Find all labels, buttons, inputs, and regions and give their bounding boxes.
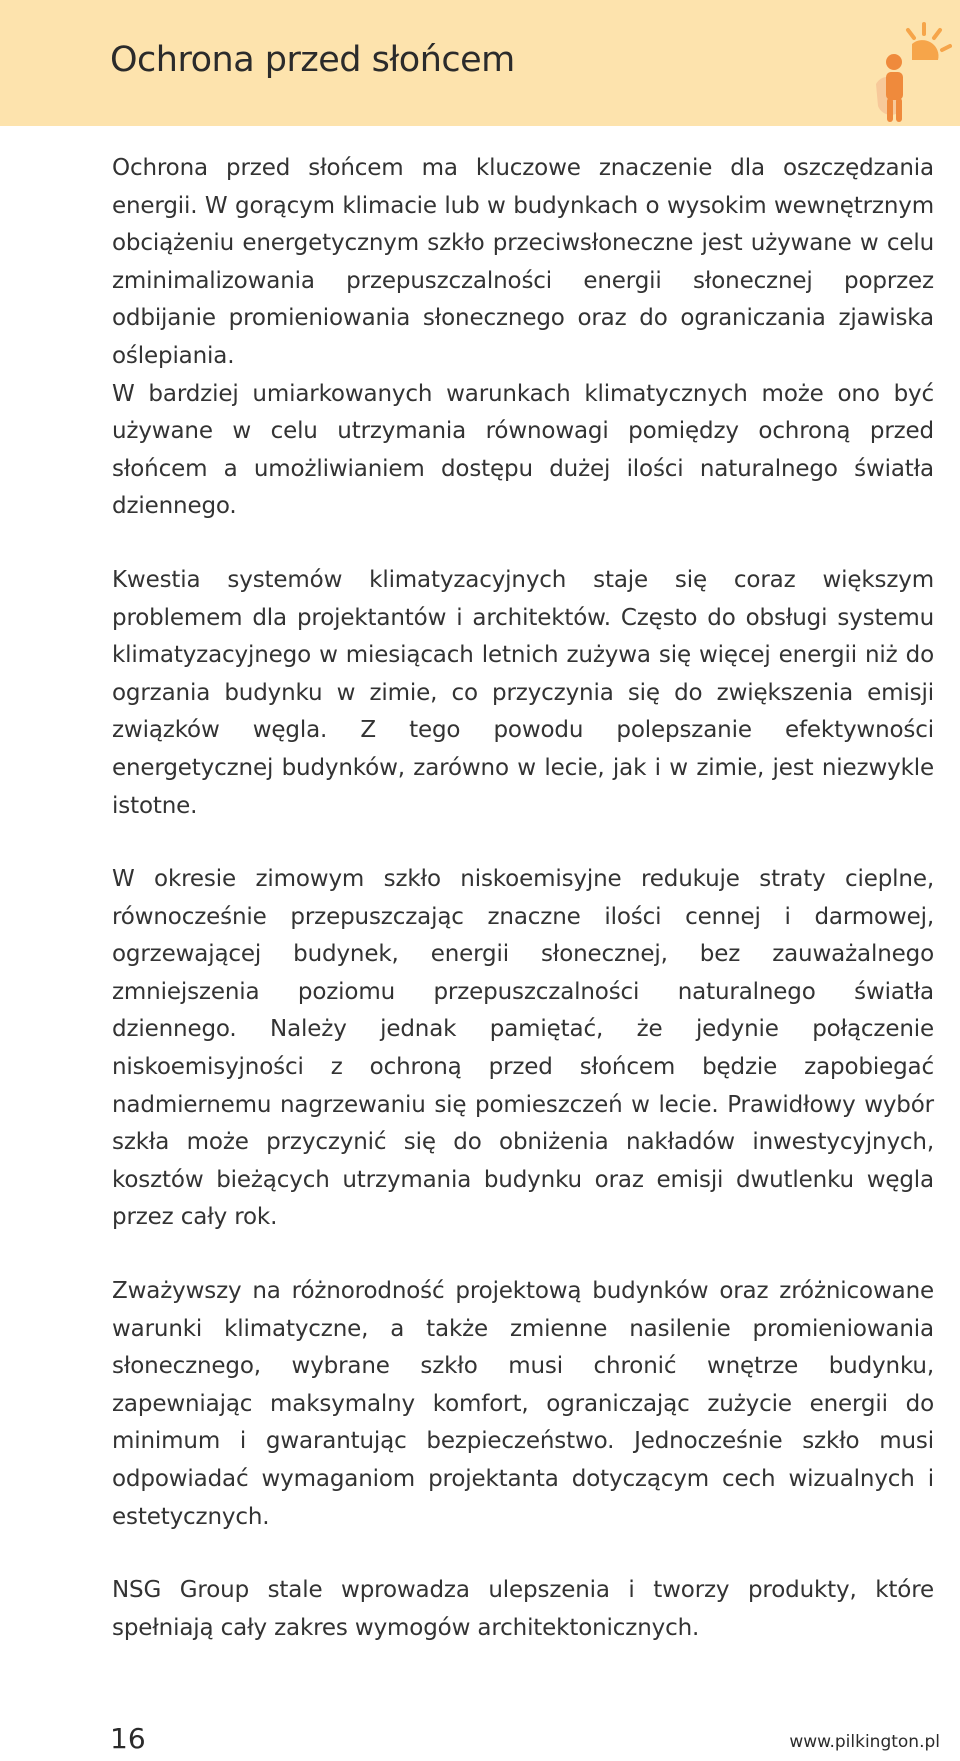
main-content (112, 150, 934, 1683)
paragraph-low-emissivity: W okresie zimowym szkło niskoemisyjne redukuje straty cieplne, równocześnie przepuszczając znaczne ilości cennej i darmowej, ogrzewającej budynek, energii słonecznej, bez zauważalnego zmniejszenia poziomu przepuszczalności naturalnego światła dziennego. Należy jednak pamiętać, że jedynie połączenie niskoemisyjności z ochroną przed słońcem będzie zapobiegać nadmiernemu nagrzewaniu się pomieszczeń w lecie. Prawidłowy wybór szkła może przyczynić się do obniżenia nakładów inwestycyjnych, kosztów bieżących utrzymania budynku oraz emisji dwutlenku węgla przez cały rok. (112, 866, 934, 1231)
paragraph-intro: Ochrona przed słońcem ma kluczowe znaczenie dla oszczędzania energii. W gorącym klimacie lub w budynkach o wysokim wewnętrznym obciążeniu energetycznym szkło przeciwsłoneczne jest używane w celu zminimalizowania przepuszczalności energii słonecznej poprzez odbijanie promieniowania słonecznego oraz do ograniczania zjawiska oślepiania. (112, 155, 934, 369)
paragraph-diversity: Zważywszy na różnorodność projektową budynków oraz zróżnicowane warunki klimatyczne, a także zmienne nasilenie promieniowania słonecznego, wybrane szkło musi chronić wnętrze budynku, zapewniając maksymalny komfort, ograniczając zużycie energii do minimum i gwarantując bezpieczeństwo. Jednocześnie szkło musi odpowiadać wymaganiom projektanta dotyczącym cech wizualnych i estetycznych. (112, 1278, 934, 1530)
paragraph-nsg: NSG Group stale wprowadza ulepszenia i tworzy produkty, które spełniają cały zakres wymogów architektonicznych. (112, 1577, 934, 1641)
page-number: 16 (110, 1722, 146, 1755)
footer-url: www.pilkington.pl (789, 1732, 940, 1752)
paragraph-air-conditioning: Kwestia systemów klimatyzacyjnych staje się coraz większym problemem dla projektantów i architektów. Często do obsługi systemu klimatyzacyjnego w miesiącach letnich zużywa się więcej energii niż do ogrzania budynku w zimie, co przyczynia się do zwiększenia emisji związków węgla. Z tego powodu polepszanie efektywności energetycznej budynków, zarówno w lecie, jak i w zimie, jest niezwykle istotne. (112, 566, 934, 819)
page-title: Ochrona przed słońcem (110, 40, 515, 80)
paragraph-temperate: W bardziej umiarkowanych warunkach klimatycznych może ono być używane w celu utrzymania równowagi pomiędzy ochroną przed słońcem a umożliwianiem dostępu dużej ilości naturalnego światła dziennego. (112, 380, 934, 520)
sun-icon (908, 24, 950, 60)
sun-person-icon (872, 22, 952, 126)
